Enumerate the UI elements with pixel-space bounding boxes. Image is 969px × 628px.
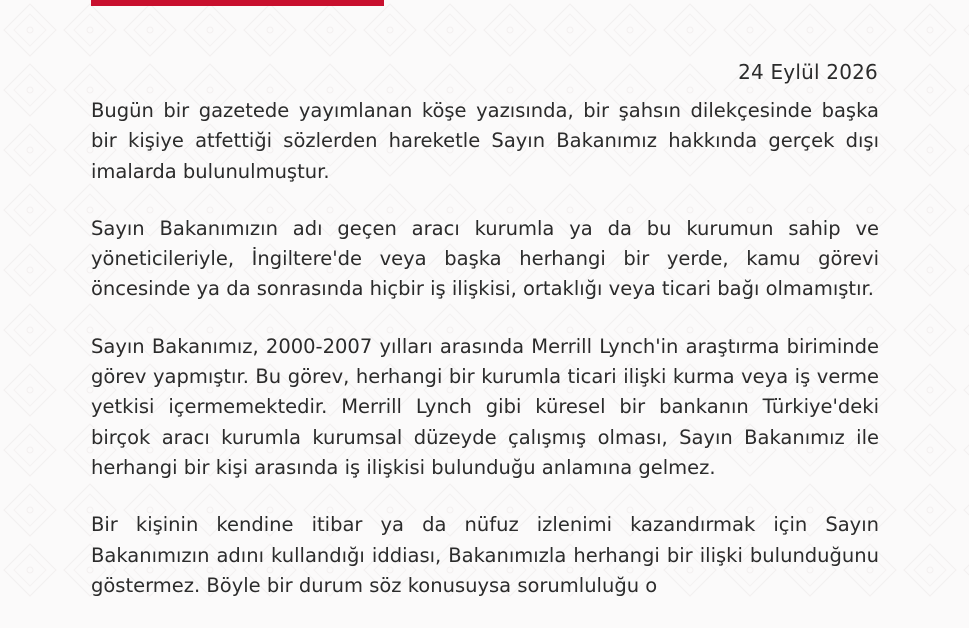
document-date: 24 Eylül 2026 bbox=[738, 60, 878, 84]
header-accent-bar bbox=[91, 0, 384, 6]
paragraph-3: Sayın Bakanımız, 2000-2007 yılları arasında Merrill Lynch'in araştırma biriminde görev yapmıştır. Bu görev, herhangi bir kurumla ticari ilişki kurma veya iş verme yetkisi içermemektedir. Merrill Lynch gibi küresel bir bankanın Türkiye'deki birçok aracı kurumla kurumsal düzeyde çalışmış olması, Sayın Bakanımız ile herhangi bir kişi arasında iş ilişkisi bulunduğu anlamına gelmez. bbox=[91, 334, 879, 479]
paragraph-2: Sayın Bakanımızın adı geçen aracı kurumla ya da bu kurumun sahip ve yöneticileriyle, İngiltere'de veya başka herhangi bir yerde, kamu görevi öncesinde ya da sonrasında hiçbir iş ilişkisi, ortaklığı veya ticari bağı olmamıştır. bbox=[91, 216, 879, 301]
paragraph-4: Bir kişinin kendine itibar ya da nüfuz izlenimi kazandırmak için Sayın Bakanımızın adını kullandığı iddiası, Bakanımızla herhangi bir ilişki bulunduğunu göstermez. Böyle bir durum söz konusuysa sorumluluğu o bbox=[91, 513, 879, 597]
paragraph-1: Bugün bir gazetede yayımlanan köşe yazısında, bir şahsın dilekçesinde başka bir kişiye atfettiği sözlerden hareketle Sayın Bakanımız hakkında gerçek dışı imalarda bulunulmuştur. bbox=[91, 99, 879, 183]
document-body bbox=[91, 96, 879, 628]
